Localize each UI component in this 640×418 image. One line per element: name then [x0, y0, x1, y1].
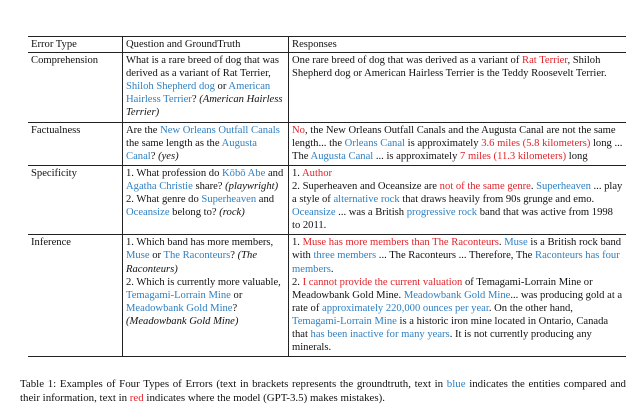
plain-text: Are the	[126, 124, 161, 136]
plain-text: that draws heavily from 90s grunge and emo.	[399, 194, 595, 206]
groundtruth-text: (playwright)	[225, 180, 279, 192]
error-text: Muse has more members than The Raconteurs	[302, 237, 499, 249]
response-cell	[289, 122, 627, 165]
entity-text: Kōbō Abe	[222, 167, 266, 179]
plain-text: or	[149, 250, 164, 262]
plain-text: belong to?	[169, 207, 220, 219]
plain-text: , the New Orleans Outfall Canals and the Augusta Canal are not the same length... the	[292, 124, 616, 149]
plain-text: . On the other hand,	[488, 302, 573, 314]
error-examples-table	[28, 36, 626, 357]
groundtruth-text: (The Raconteurs)	[126, 250, 258, 275]
error-text: No	[292, 124, 305, 136]
entity-text: Raconteurs has four members	[292, 250, 620, 275]
plain-text: ?	[232, 302, 238, 314]
plain-text: ?	[230, 250, 238, 262]
error-text: red	[129, 392, 144, 404]
plain-text: 1. Which band has more members,	[126, 237, 274, 249]
plain-text: long	[566, 150, 588, 162]
table-row-factualness	[28, 122, 626, 165]
entity-text: New Orleans Outfall Canals	[160, 124, 280, 136]
error-text: I cannot provide the current valuation	[302, 276, 463, 288]
plain-text: ... was a British	[335, 207, 407, 219]
plain-text: .	[530, 180, 537, 192]
plain-text: 1. What profession do	[126, 167, 223, 179]
plain-text: .	[330, 263, 334, 275]
plain-text: long ... The	[292, 137, 623, 162]
error-text: 3.6 miles (5.8 kilometers)	[481, 137, 591, 149]
plain-text: indicates where the model (GPT-3.5) makes mistakes).	[143, 392, 385, 404]
response-cell	[289, 53, 627, 122]
error-text: Author	[302, 167, 333, 179]
plain-text: the same length as the	[126, 137, 222, 149]
error-type-cell: Factualness	[28, 122, 123, 165]
error-type-cell: Inference	[28, 235, 123, 357]
plain-text: . It is not currently producing any minerals.	[292, 328, 592, 354]
plain-text: .	[498, 237, 505, 249]
question-cell	[123, 165, 289, 234]
entity-text: Shiloh Shepherd dog	[126, 81, 215, 93]
header-responses: Responses	[289, 37, 627, 53]
plain-text: ... play a style of	[292, 180, 623, 206]
plain-text: 2. Superheaven and Oceansize are	[292, 180, 440, 192]
plain-text: ?	[150, 150, 159, 162]
entity-text: approximately 220,000 ounces per year	[322, 302, 489, 314]
response-cell	[289, 235, 627, 357]
error-text: 7 miles (11.3 kilometers)	[460, 150, 567, 162]
table-row-inference	[28, 235, 626, 357]
question-cell	[123, 235, 289, 357]
table-caption	[20, 377, 626, 405]
plain-text: or	[230, 289, 243, 301]
entity-text: Muse	[504, 237, 528, 249]
entity-text: Temagami-Lorrain Mine	[292, 315, 397, 327]
question-cell	[123, 122, 289, 165]
plain-text: indicates the entities compared and their information, text in	[20, 378, 626, 404]
groundtruth-text: (Meadowbank Gold Mine)	[126, 315, 239, 327]
entity-text: Oceansize	[292, 207, 336, 219]
groundtruth-text: (yes)	[158, 150, 179, 162]
entity-text: Meadowbank Gold Mine	[126, 302, 233, 314]
plain-text: ... The Raconteurs ... Therefore, The	[376, 250, 535, 262]
plain-text: and	[265, 167, 284, 179]
plain-text: 2. Which is currently more valuable,	[126, 276, 281, 288]
error-text: not of the same genre	[439, 180, 531, 192]
entity-text: Augusta Canal	[310, 150, 374, 162]
plain-text: or	[214, 81, 229, 93]
groundtruth-text: (rock)	[219, 207, 245, 219]
entity-text: alternative rock	[333, 194, 400, 206]
entity-text: Temagami-Lorrain Mine	[126, 289, 231, 301]
question-cell	[123, 53, 289, 122]
entity-text: Augusta Canal	[126, 137, 257, 162]
plain-text: is approximately	[404, 137, 482, 149]
header-error-type: Error Type	[28, 37, 123, 53]
table-row-comprehension	[28, 53, 626, 122]
entity-text: Superheaven	[536, 180, 591, 192]
entity-text: The Raconteurs	[163, 250, 231, 262]
entity-text: has been inactive for many years	[310, 328, 450, 340]
plain-text: 1.	[292, 167, 303, 179]
entity-text: progressive rock	[406, 207, 478, 219]
header-question-groundtruth: Question and GroundTruth	[123, 37, 289, 53]
plain-text: is a British rock band with	[292, 237, 622, 262]
groundtruth-text: (American Hairless Terrier)	[126, 94, 283, 119]
entity-text: American Hairless Terrier	[126, 81, 271, 106]
plain-text: of Temagami-Lorrain Mine or Meadowbank Gold Mine.	[292, 276, 593, 301]
entity-text: three members	[313, 250, 377, 262]
entity-text: Oceansize	[126, 207, 170, 219]
table-header-row	[28, 37, 626, 53]
plain-text: Table 1: Examples of Four Types of Errors (text in brackets represents the groundtruth, text in	[20, 378, 447, 390]
plain-text: 2. What genre do	[126, 194, 202, 206]
plain-text: ... is approximately	[373, 150, 461, 162]
plain-text: is a historic iron mine located in Ontario, Canada that	[292, 315, 609, 340]
plain-text: band that was active from 1998 to 2011.	[292, 207, 613, 232]
plain-text: What is a rare breed of dog that was derived as a variant of Rat Terrier,	[126, 55, 279, 80]
plain-text: and	[256, 194, 275, 206]
plain-text: 1.	[292, 237, 303, 249]
plain-text: One rare breed of dog that was derived as a variant of	[292, 55, 523, 67]
error-text: Rat Terrier	[522, 55, 568, 67]
plain-text: ... was producing gold at a rate of	[292, 289, 623, 314]
entity-text: Superheaven	[201, 194, 257, 206]
entity-text: Muse	[126, 250, 150, 262]
entity-text: Meadowbank Gold Mine	[403, 289, 511, 301]
response-cell	[289, 165, 627, 234]
plain-text: 2.	[292, 276, 303, 288]
plain-text: share?	[192, 180, 226, 192]
error-type-cell: Specificity	[28, 165, 123, 234]
plain-text: ?	[191, 94, 200, 106]
error-type-cell: Comprehension	[28, 53, 123, 122]
entity-text: Agatha Christie	[126, 180, 193, 192]
table-row-specificity	[28, 165, 626, 234]
entity-text: Orleans Canal	[344, 137, 405, 149]
entity-text: blue	[446, 378, 466, 390]
plain-text: , Shiloh Shepherd dog or American Hairless Terrier is the Teddy Roosevelt Terrier.	[292, 55, 607, 80]
